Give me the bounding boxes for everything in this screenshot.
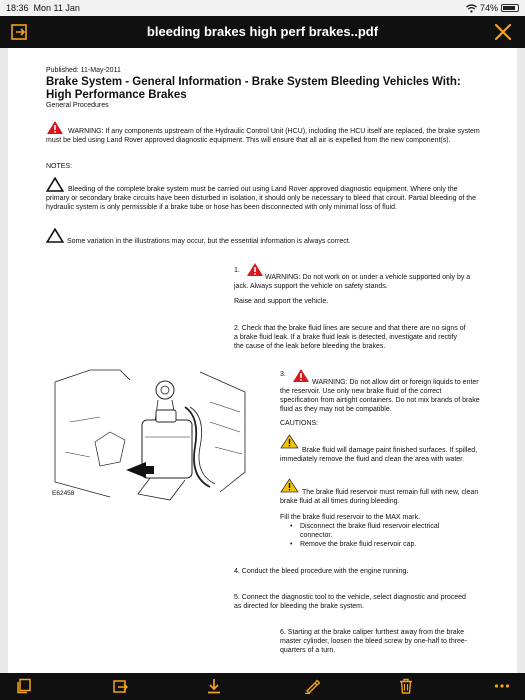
brake-reservoir-illustration [50,362,250,502]
pdf-viewer[interactable] [0,48,525,673]
published-date: Published: 11-May-2011 [46,67,121,74]
step-1-number: 1. [234,267,240,274]
bullet-text-1: Disconnect the brake fluid reservoir electrical connector. [300,523,440,539]
page-title: Brake System - General Information - Brake System Bleeding Vehicles With: High Performance Brakes [46,76,461,101]
figure-label: E62458 [52,490,75,497]
more-icon[interactable] [494,678,510,694]
step-1-text: Raise and support the vehicle. [234,298,329,305]
notes-label: NOTES: [46,163,73,170]
cautions-label: CAUTIONS: [280,420,319,427]
copy-icon[interactable] [16,678,32,694]
caution-text-2: The brake fluid reservoir must remain full with new, clean brake fluid at all times during bleeding. [280,489,479,505]
status-bar [0,0,525,16]
close-icon[interactable] [493,22,513,42]
top-toolbar [0,16,525,48]
document-title: bleeding brakes high perf brakes..pdf [146,24,379,39]
warning-text-1: WARNING: If any components upstream of the Hydraulic Control Unit (HCU), including the HCU itself are replaced, the brake system must be bled using Land Rover approved diagnostic equipment. This will ensure that all air is expelled from the new component(s). [46,128,480,144]
bullet: • [290,523,293,530]
step-3-number: 3. [280,371,286,378]
status-date: Mon 11 Jan [33,3,80,13]
step-4-text: 4. Conduct the bleed procedure with the engine running. [234,568,409,575]
caution-icon [46,228,64,243]
step-5-text: 5. Connect the diagnostic tool to the vehicle, select diagnostic and proceed as directed for bleeding the brake system. [234,594,466,610]
step-3-text: Fill the brake fluid reservoir to the MAX mark. [280,514,421,521]
status-right [466,3,519,13]
page-subtitle: General Procedures [46,102,109,109]
step-3-warning: WARNING: Do not allow dirt or foreign liquids to enter the reservoir. Use only new brake fluid of the correct specification from airtight containers. Do not mix brands of brake fluid as they may not be compatible. [280,379,480,413]
battery-percent: 74% [479,3,498,13]
delete-icon[interactable] [398,678,414,694]
share-icon[interactable] [112,678,128,694]
download-icon[interactable] [206,678,222,694]
caution-text-1: Brake fluid will damage paint finished surfaces. If spilled, immediately remove the fluid and clean the area with water. [280,447,478,463]
note-text-2: Some variation in the illustrations may occur, but the essential information is always correct. [67,238,351,245]
wifi-icon [466,4,477,13]
step-6-text: 6. Starting at the brake caliper furthest away from the brake master cylinder, loosen the bleed screw by one-half to three-quarters of a turn. [280,629,468,654]
pdf-page[interactable] [8,48,517,673]
step-2-text: 2. Check that the brake fluid lines are secure and that there are no signs of a brake fluid leak. If a brake fluid leak is detected, investigate and rectify the cause of the leak before bleeding the brakes. [234,325,466,350]
step-1-warning: WARNING: Do not work on or under a vehicle supported only by a jack. Always support the vehicle on safety stands. [234,274,471,290]
bullet-text-2: Remove the brake fluid reservoir cap. [300,541,417,548]
status-time: 18:36 [6,3,29,13]
annotate-icon[interactable] [304,678,320,694]
list-item [290,540,470,549]
bottom-toolbar [0,673,525,700]
list-item [290,522,470,540]
note-text-1: Bleeding of the complete brake system must be carried out using Land Rover approved diagnostic equipment. Where only the primary or secondary brake circuits have been disturbed in isolation, it should only be necessary to bleed that circuit. Partial bleeding of the hydraulic system is only permissible if a brake tube or hose has been disconnected with only minimal loss of fluid. [46,186,476,211]
battery-icon [501,4,519,12]
status-time-date [6,3,80,13]
bullet: • [290,541,293,548]
